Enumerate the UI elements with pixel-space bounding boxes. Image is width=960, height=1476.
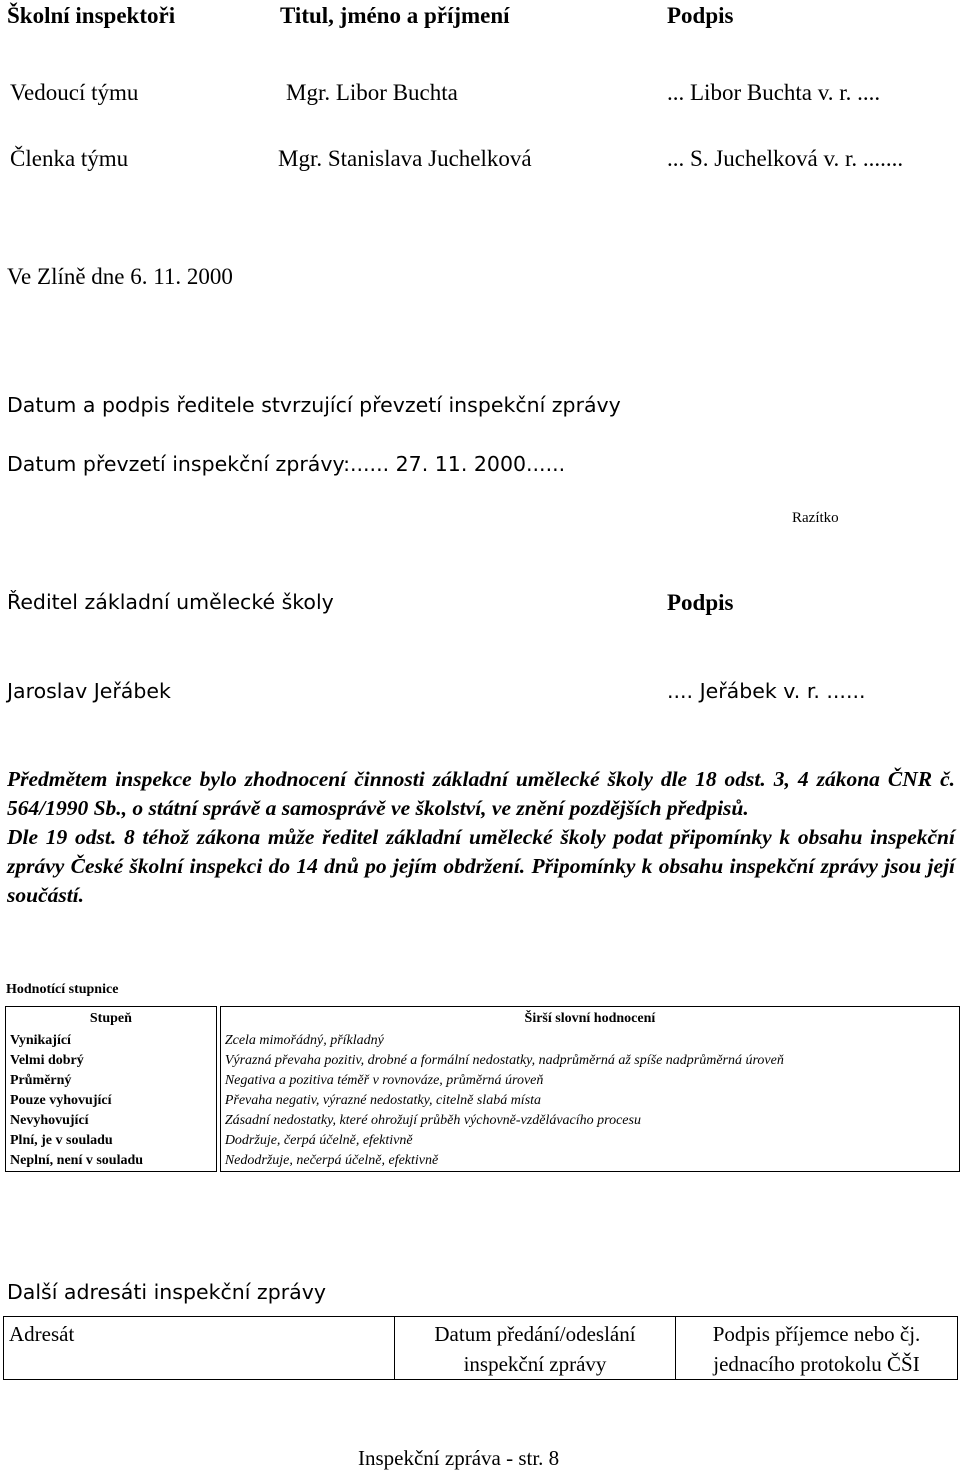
handover-date-header — [395, 1317, 676, 1380]
rating-description: Nedodržuje, nečerpá účelně, efektivně — [220, 1151, 959, 1172]
inspector-signature: ... S. Juchelková v. r. ....... — [667, 146, 904, 171]
inspector-role: Členka týmu — [10, 146, 129, 171]
rating-grade: Velmi dobrý — [6, 1051, 217, 1071]
rating-grade: Vynikající — [6, 1031, 217, 1051]
paragraph: Předmětem inspekce bylo zhodnocení činnosti základní umělecké školy dle 18 odst. 3, 4 zákona ČNR č. 564/1990 Sb., o státní správě a samosprávě ve školství, ve znění pozdějších předpisů. — [7, 767, 955, 820]
addressees-table — [3, 1316, 958, 1380]
addressee-header — [4, 1317, 395, 1380]
rating-description: Převaha negativ, výrazné nedostatky, citelně slabá místa — [220, 1091, 959, 1111]
recipient-signature-header — [676, 1317, 958, 1380]
director-name: Jaroslav Jeřábek — [7, 679, 171, 703]
rating-grade: Plní, je v souladu — [6, 1131, 217, 1151]
table-row — [6, 1151, 960, 1172]
table-row — [6, 1111, 960, 1131]
paragraph: Dle 19 odst. 8 téhož zákona může ředitel základní umělecké školy podat připomínky k obsahu inspekční zprávy České školní inspekci do 14 dnů po jejím obdržení. Připomínky k obsahu inspekční zprávy jsou její součástí. — [7, 825, 955, 907]
inspection-subject-text — [7, 765, 955, 910]
inspectors-header-signature: Podpis — [667, 3, 734, 28]
director-label: Ředitel základní umělecké školy — [7, 590, 334, 614]
addressee-label: Adresát — [9, 1322, 75, 1346]
table-row — [6, 1031, 960, 1051]
table-row — [6, 1007, 960, 1032]
rating-scale-table — [5, 1006, 960, 1172]
rating-grade: Pouze vyhovující — [6, 1091, 217, 1111]
rating-description: Výrazná převaha pozitiv, drobné a formální nedostatky, nadprůměrná až spíše nadprůměrná úroveň — [220, 1051, 959, 1071]
place-date: Ve Zlíně dne 6. 11. 2000 — [7, 264, 233, 289]
recipient-signature-line: Podpis příjemce nebo čj. — [712, 1322, 921, 1346]
inspectors-header-role: Školní inspektoři — [7, 3, 176, 28]
inspector-name: Mgr. Libor Buchta — [286, 80, 458, 105]
receipt-date: Datum převzetí inspekční zprávy:...... 27. 11. 2000...... — [7, 452, 566, 476]
rating-grade: Nevyhovující — [6, 1111, 217, 1131]
director-section-heading: Datum a podpis ředitele stvrzující převzetí inspekční zprávy — [7, 393, 621, 417]
rating-scale-title: Hodnotící stupnice — [6, 982, 119, 997]
inspector-role: Vedoucí týmu — [10, 80, 139, 105]
table-row — [6, 1091, 960, 1111]
rating-grade: Průměrný — [6, 1071, 217, 1091]
table-row — [4, 1317, 958, 1380]
table-row — [6, 1071, 960, 1091]
rating-description: Negativa a pozitiva téměř v rovnováze, průměrná úroveň — [220, 1071, 959, 1091]
handover-date-line: inspekční zprávy — [463, 1352, 607, 1376]
addressees-title: Další adresáti inspekční zprávy — [7, 1280, 326, 1304]
rating-header-description: Širší slovní hodnocení — [220, 1007, 959, 1032]
stamp-label: Razítko — [792, 510, 839, 526]
rating-grade: Neplní, není v souladu — [6, 1151, 217, 1172]
page-footer: Inspekční zpráva - str. 8 — [358, 1446, 560, 1470]
handover-date-line: Datum předání/odeslání — [434, 1322, 636, 1346]
inspectors-header-name: Titul, jméno a příjmení — [280, 3, 510, 28]
director-signature-label: Podpis — [667, 590, 734, 615]
table-row — [6, 1131, 960, 1151]
table-row — [6, 1051, 960, 1071]
rating-description: Zcela mimořádný, příkladný — [220, 1031, 959, 1051]
rating-description: Zásadní nedostatky, které ohrožují průběh výchovně-vzdělávacího procesu — [220, 1111, 959, 1131]
inspector-name: Mgr. Stanislava Juchelková — [278, 146, 532, 171]
inspector-signature: ... Libor Buchta v. r. .... — [667, 80, 881, 105]
rating-description: Dodržuje, čerpá účelně, efektivně — [220, 1131, 959, 1151]
recipient-signature-line: jednacího protokolu ČŠI — [713, 1352, 920, 1376]
director-signature: .... Jeřábek v. r. ...... — [667, 679, 866, 703]
rating-header-grade: Stupeň — [6, 1007, 217, 1032]
